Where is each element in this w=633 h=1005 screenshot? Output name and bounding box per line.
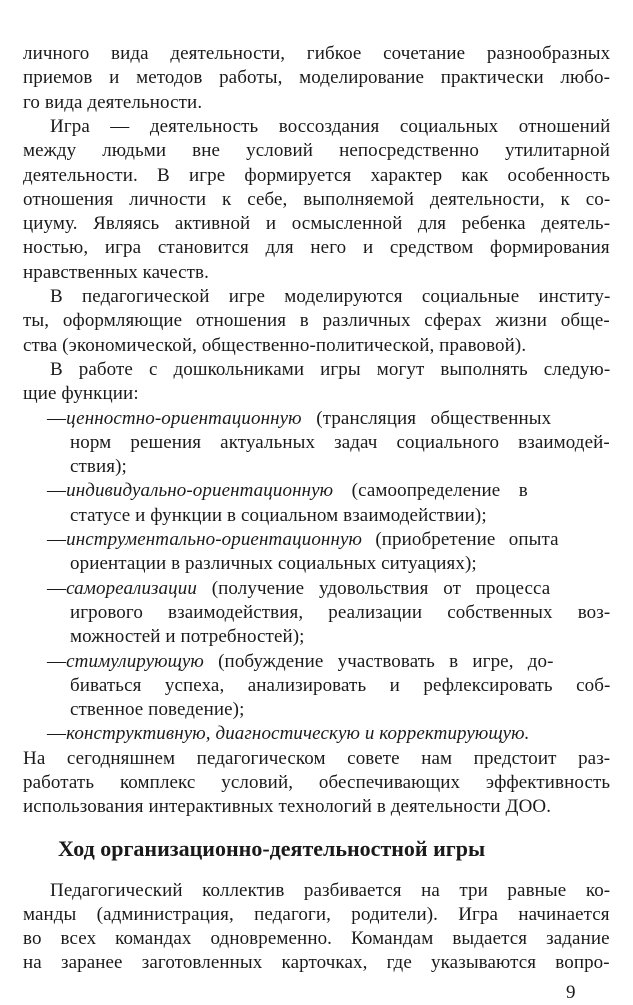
text-line: циуму. Являясь активной и осмысленной для ребенка деятель- xyxy=(23,213,611,235)
list-term: стимулирующую xyxy=(66,650,204,672)
text-line: использования интерактивных технологий в деятельности ДОО. xyxy=(23,796,552,818)
list-item xyxy=(47,479,528,503)
text-line: игрового взаимодействия, реализации собственных воз- xyxy=(70,601,611,623)
text-line: ства (экономической, общественно-политической, правовой). xyxy=(23,334,527,356)
text-line: На сегодняшнем педагогическом совете нам предстоит раз- xyxy=(23,747,611,769)
text-line: во всех командах одновременно. Командам выдается задание xyxy=(23,928,610,950)
text-line: Педагогический коллектив разбивается на три равные ко- xyxy=(50,880,611,902)
list-item xyxy=(47,650,554,674)
list-dash: — xyxy=(47,480,67,502)
text-line: нравственных качеств. xyxy=(23,261,209,283)
text-line: ориентации в различных социальных ситуациях); xyxy=(70,553,477,575)
page-number: 9 xyxy=(566,982,576,1004)
text-line: ты, оформляющие отношения в различных сферах жизни обще- xyxy=(23,310,610,332)
list-text: (приобретение опыта xyxy=(362,529,559,550)
text-line: манды (администрация, педагоги, родители). Игра начинается xyxy=(23,904,610,926)
list-term: ценностно-ориентационную xyxy=(66,407,302,429)
text-line: между людьми вне условий непосредственно утилитарной xyxy=(23,140,611,162)
list-dash: — xyxy=(47,650,67,672)
text-line: деятельности. В игре формируется характер как особенность xyxy=(23,164,611,186)
list-item xyxy=(47,722,530,746)
text-line: ствия); xyxy=(70,456,127,478)
text-line: приемов и методов работы, моделирование практически любо- xyxy=(23,67,611,89)
text-line: В работе с дошкольниками игры могут выполнять следую- xyxy=(50,358,611,380)
text-line: работать комплекс условий, обеспечивающих эффективность xyxy=(23,772,611,793)
list-term: самореализации xyxy=(66,577,197,599)
text-line: щие функции: xyxy=(23,383,139,405)
list-dash: — xyxy=(47,577,67,599)
text-line: ственное поведение); xyxy=(70,699,245,721)
text-line: на заранее заготовленных карточках, где указываются вопро- xyxy=(23,952,610,974)
text-line: статусе и функции в социальном взаимодействии); xyxy=(70,504,487,526)
list-item xyxy=(47,528,559,552)
list-item xyxy=(47,577,550,601)
text-line: отношения личности к себе, выполняемой деятельности, к со- xyxy=(23,188,611,210)
list-term: конструктивную, диагностическую и корректирующую. xyxy=(66,723,530,745)
section-heading: Ход организационно-деятельностной игры xyxy=(58,836,486,862)
text-line: В педагогической игре моделируются социальные институ- xyxy=(50,286,611,307)
list-text: (получение удовольствия от процесса xyxy=(196,577,551,599)
text-line: биваться успеха, анализировать и рефлексировать соб- xyxy=(70,674,611,696)
list-term: индивидуально-ориентационную xyxy=(66,480,334,502)
text-line: Игра — деятельность воссоздания социальных отношений xyxy=(50,115,611,137)
list-item xyxy=(47,407,551,431)
list-term: инструментально-ориентационную xyxy=(66,529,363,550)
list-dash: — xyxy=(47,723,67,745)
text-line: норм решения актуальных задач социального взаимодей- xyxy=(70,431,610,453)
text-line: можностей и потребностей); xyxy=(70,626,305,648)
list-dash: — xyxy=(47,407,67,429)
list-text: (побуждение участвовать в игре, до- xyxy=(203,650,554,672)
text-line: ностью, игра становится для него и средством формирования xyxy=(23,237,610,259)
list-text: (самоопределение в xyxy=(333,480,528,502)
list-dash: — xyxy=(47,529,67,550)
list-text: (трансляция общественных xyxy=(301,407,552,429)
text-line: го вида деятельности. xyxy=(23,91,203,113)
text-line: личного вида деятельности, гибкое сочетание разнообразных xyxy=(23,43,611,64)
